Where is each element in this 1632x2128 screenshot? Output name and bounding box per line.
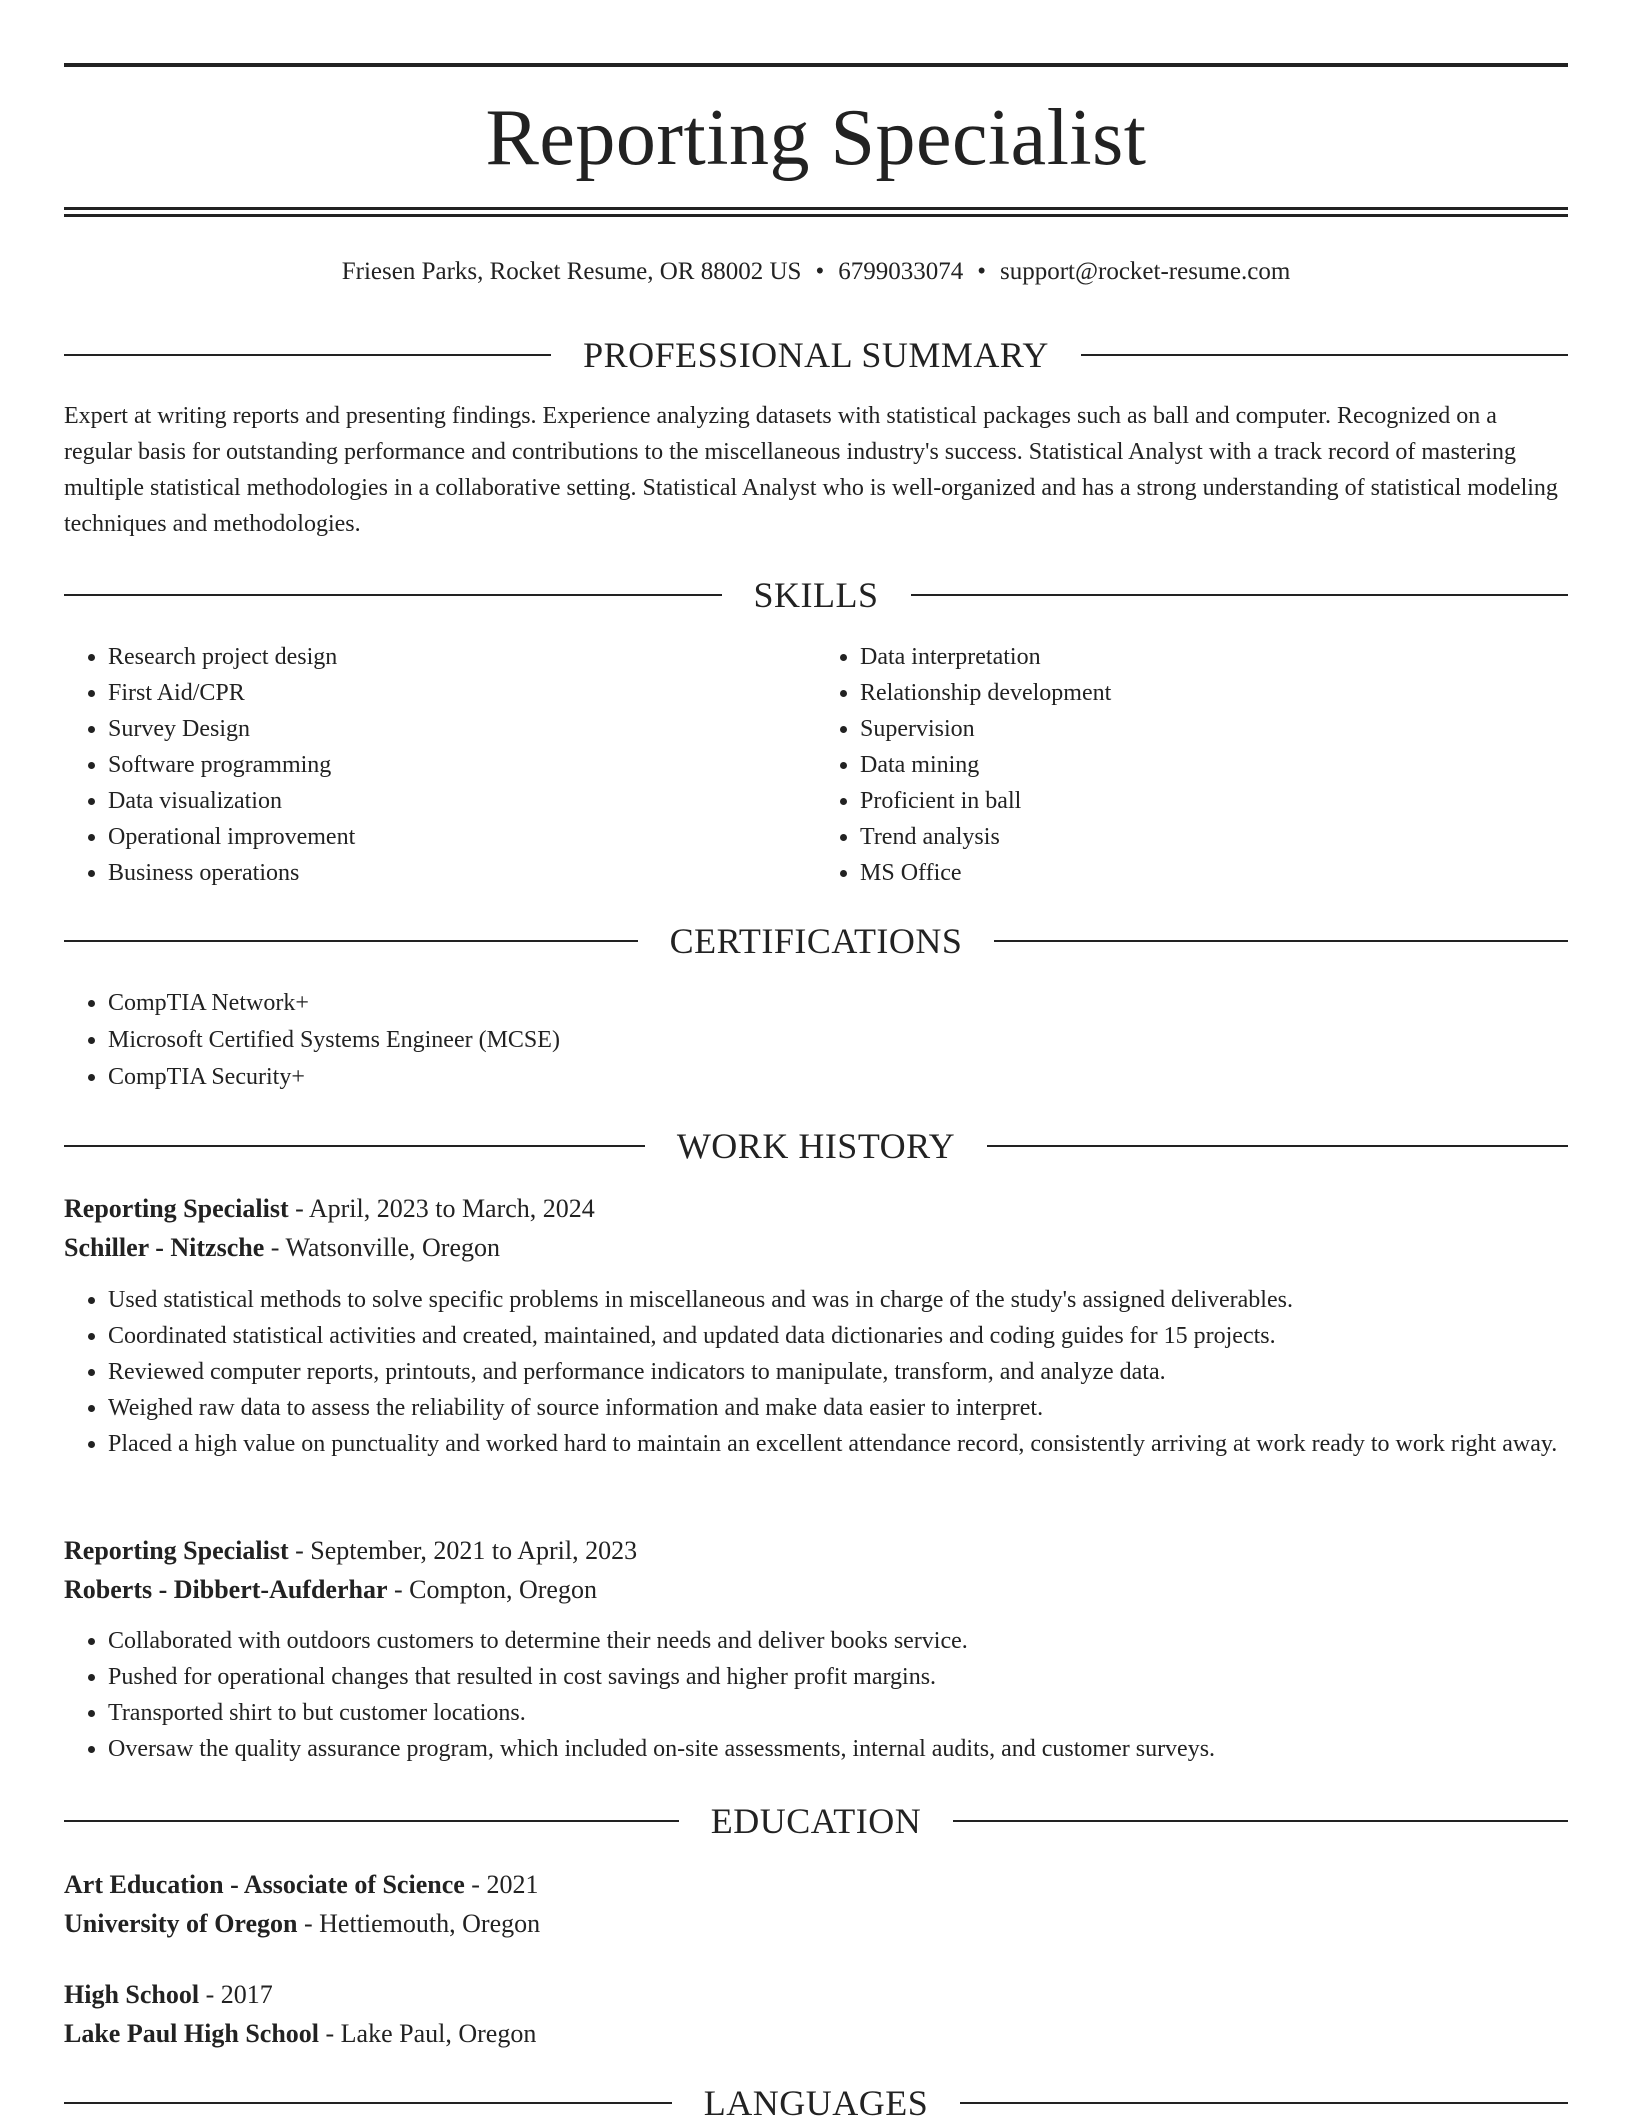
section-title: LANGUAGES [703,2083,929,2123]
job-bullet: • Weighed raw data to assess the reliability of source information and make data easier to interpret. [108,1390,1568,1426]
contact-email[interactable]: support@rocket-resume.com [999,258,1291,285]
job-dates: - September, 2021 to April, 2023 [288,1536,638,1565]
education-school-line [64,1904,1568,1943]
education-year: - 2021 [464,1870,539,1899]
job-bullet: • Pushed for operational changes that resulted in cost savings and higher profit margins. [108,1659,1568,1695]
section-rule [64,1145,645,1147]
certifications-list [64,985,1568,1096]
section-rule [911,594,1569,596]
job-bullet: • Reviewed computer reports, printouts, and performance indicators to manipulate, transform, and analyze data. [108,1354,1568,1390]
education-degree-line [64,1865,1568,1904]
job-bullet: • Used statistical methods to solve specific problems in miscellaneous and was in charge of the study's assigned deliverables. [108,1282,1568,1318]
section-rule [987,1145,1568,1147]
job-location: - Compton, Oregon [387,1575,597,1604]
job-bullet: • Oversaw the quality assurance program, which included on-site assessments, internal audits, and customer surveys. [108,1731,1568,1767]
certification-item: • CompTIA Network+ [108,985,1568,1022]
section-rule [64,1820,679,1822]
job-bullet: • Placed a high value on punctuality and worked hard to maintain an excellent attendance record, consistently arriving at work ready to work right away. [108,1426,1568,1462]
contact-separator: • [815,258,825,285]
top-rule [64,63,1568,67]
job-title-line [64,1189,1568,1228]
job-bullet: • Transported shirt to but customer locations. [108,1695,1568,1731]
job-title: Reporting Specialist [64,1194,289,1223]
work-entry [64,1189,1568,1462]
title-double-rule [64,207,1568,217]
contact-address: Friesen Parks, Rocket Resume, OR 88002 US [341,258,802,285]
certifications-block [64,985,1568,1096]
section-rule [64,2102,672,2104]
skill-item: • Relationship development [860,675,1568,711]
section-title: SKILLS [753,575,879,615]
section-title: PROFESSIONAL SUMMARY [583,335,1049,375]
skill-item: • Survey Design [108,711,816,747]
section-rule [994,940,1568,942]
work-entry [64,1531,1568,1767]
resume-title: Reporting Specialist [485,94,1147,182]
section-rule [953,1820,1568,1822]
education-entry [64,1865,1568,1943]
section-title: CERTIFICATIONS [669,921,963,961]
education-entry [64,1975,1568,2053]
job-company: Schiller - Nitzsche [64,1233,265,1262]
skill-item: • MS Office [860,855,1568,891]
skill-item: • Proficient in ball [860,783,1568,819]
skills-list-right [816,639,1568,891]
section-header-work [64,1121,1568,1171]
contact-line [64,252,1568,292]
section-rule [64,594,722,596]
section-header-certifications [64,916,1568,966]
skills-columns [64,639,1568,891]
section-rule [64,354,551,356]
education-year: - 2017 [199,1980,273,2009]
section-rule [64,940,638,942]
skill-item: • Data mining [860,747,1568,783]
job-company-line [64,1570,1568,1609]
section-header-skills [64,570,1568,620]
skill-item: • Data visualization [108,783,816,819]
skill-item: • Data interpretation [860,639,1568,675]
summary-paragraph: Expert at writing reports and presenting findings. Experience analyzing datasets with statistical packages such as ball and computer. Recognized on a regular basis for outstanding performance and contributions to the miscellaneous industry's success. Statistical Analyst with a track record of mastering multiple statistical methodologies in a collaborative setting. Statistical Analyst who is well-organized and has a strong understanding of statistical modeling techniques and methodologies. [64,403,1558,537]
skill-item: • Research project design [108,639,816,675]
education-location: - Hettiemouth, Oregon [297,1909,541,1938]
section-header-summary [64,330,1568,380]
section-rule [960,2102,1568,2104]
skill-item: • First Aid/CPR [108,675,816,711]
skill-item: • Trend analysis [860,819,1568,855]
skill-item: • Business operations [108,855,816,891]
job-company-line [64,1228,1568,1267]
certification-item: • Microsoft Certified Systems Engineer (MCSE) [108,1022,1568,1059]
job-bullet: • Coordinated statistical activities and created, maintained, and updated data dictionaries and coding guides for 15 projects. [108,1318,1568,1354]
education-school-line [64,2014,1568,2053]
certification-item: • CompTIA Security+ [108,1059,1568,1096]
job-location: - Watsonville, Oregon [264,1233,500,1262]
skill-item: • Software programming [108,747,816,783]
education-location: - Lake Paul, Oregon [319,2019,537,2048]
section-rule [1081,354,1568,356]
job-dates: - April, 2023 to March, 2024 [288,1194,595,1223]
section-header-education [64,1796,1568,1846]
skill-item: • Operational improvement [108,819,816,855]
section-title: EDUCATION [710,1801,922,1841]
job-title-line [64,1531,1568,1570]
education-school: University of Oregon [64,1909,298,1938]
section-title: WORK HISTORY [676,1126,956,1166]
skills-list-left [64,639,816,891]
education-school: Lake Paul High School [64,2019,319,2048]
education-degree: Art Education - Associate of Science [64,1870,465,1899]
section-header-languages [64,2078,1568,2128]
job-title: Reporting Specialist [64,1536,289,1565]
skill-item: • Supervision [860,711,1568,747]
education-degree: High School [64,1980,200,2009]
job-bullet: • Collaborated with outdoors customers to determine their needs and deliver books service. [108,1623,1568,1659]
education-degree-line [64,1975,1568,2014]
contact-separator: • [977,258,986,285]
job-bullets [64,1623,1568,1767]
job-bullets [64,1282,1568,1462]
contact-phone: 6799033074 [838,258,964,285]
job-company: Roberts - Dibbert-Aufderhar [64,1575,388,1604]
